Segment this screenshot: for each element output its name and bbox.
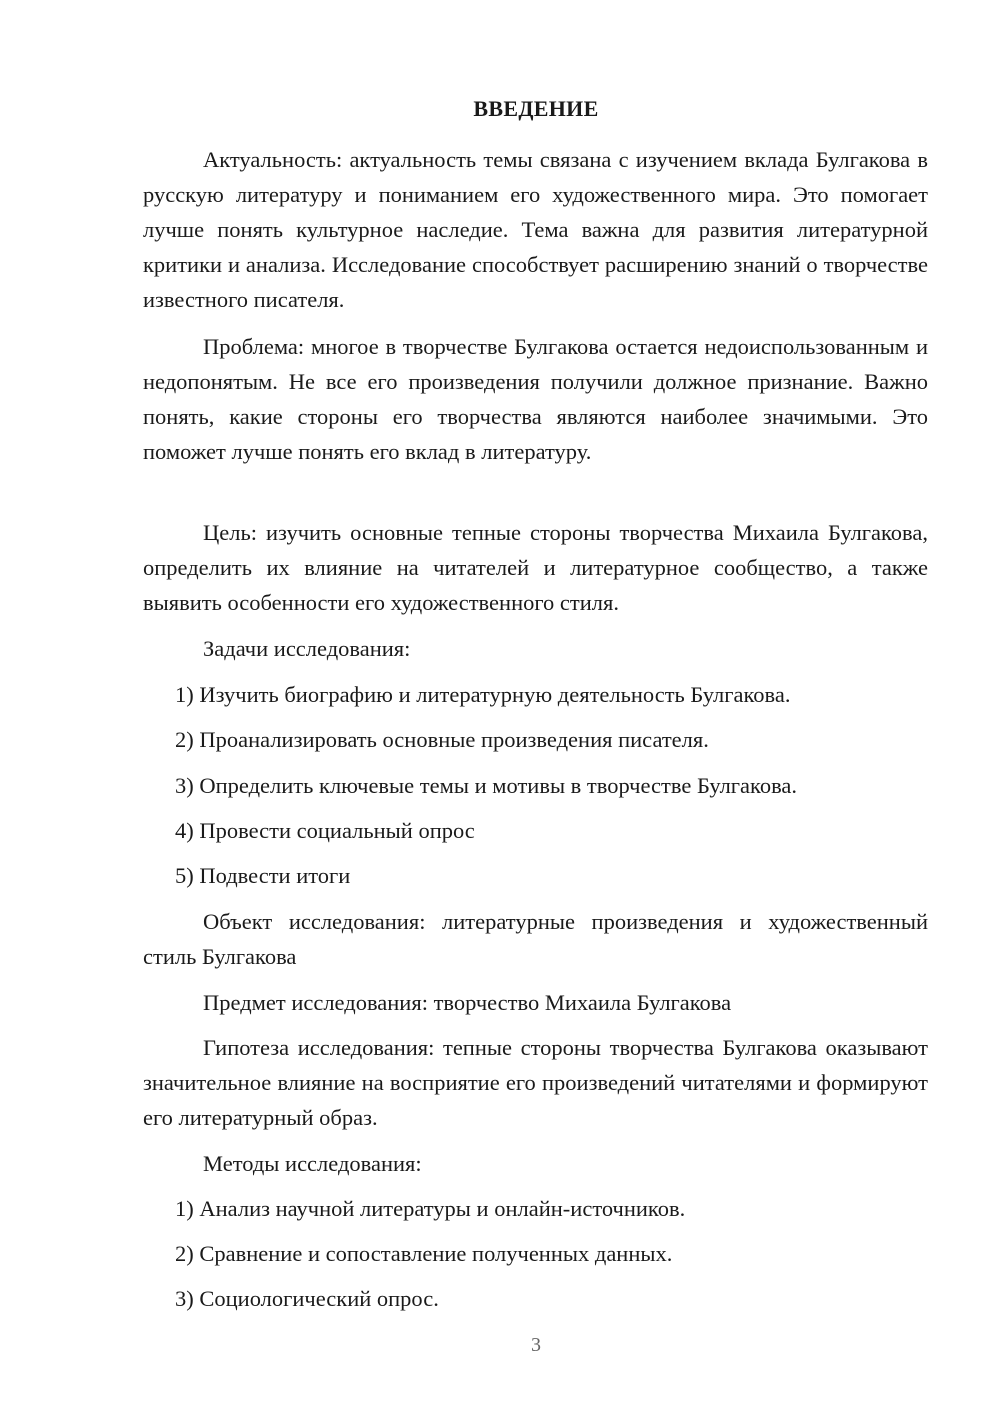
subject-line: Предмет исследования: творчество Михаила Булгакова: [203, 990, 732, 1015]
task-item-2: 2) Проанализировать основные произведения писателя.: [175, 727, 709, 752]
methods-title: Методы исследования:: [203, 1151, 422, 1176]
page-title: ВВЕДЕНИЕ: [473, 96, 599, 121]
task-item-3: 3) Определить ключевые темы и мотивы в творчестве Булгакова.: [175, 773, 798, 798]
goal-paragraph: Цель: изучить основные тепные стороны творчества Михаила Булгакова, определить их влияние на читателей и литературное сообщество, а также выявить особенности его художественного стиля.: [143, 520, 928, 615]
problem-paragraph: Проблема: многое в творчестве Булгакова остается недоиспользованным и недопонятым. Не все его произведения получили должное признание. Важно понять, какие стороны его творчества являются наиболее значимыми. Это поможет лучше понять его вклад в литературу.: [143, 334, 928, 464]
method-item-1: 1) Анализ научной литературы и онлайн-источников.: [175, 1196, 686, 1221]
relevance-paragraph: Актуальность: актуальность темы связана с изучением вклада Булгакова в русскую литературу и пониманием его художественного мира. Это помогает лучше понять культурное наследие. Тема важна для развития литературной критики и анализа. Исследование способствует расширению знаний о творчестве известного писателя.: [143, 147, 928, 312]
task-item-5: 5) Подвести итоги: [175, 863, 351, 888]
object-paragraph: Объект исследования: литературные произведения и художественный стиль Булгакова: [143, 909, 928, 969]
task-item-4: 4) Провести социальный опрос: [175, 818, 475, 843]
method-item-3: 3) Социологический опрос.: [175, 1286, 439, 1311]
page-number: 3: [531, 1334, 541, 1356]
hypothesis-paragraph: Гипотеза исследования: тепные стороны творчества Булгакова оказывают значительное влияние на восприятие его произведений читателями и формируют его литературный образ.: [143, 1035, 928, 1130]
tasks-title: Задачи исследования:: [203, 636, 411, 661]
method-item-2: 2) Сравнение и сопоставление полученных данных.: [175, 1241, 673, 1266]
task-item-1: 1) Изучить биографию и литературную деятельность Булгакова.: [175, 682, 791, 707]
